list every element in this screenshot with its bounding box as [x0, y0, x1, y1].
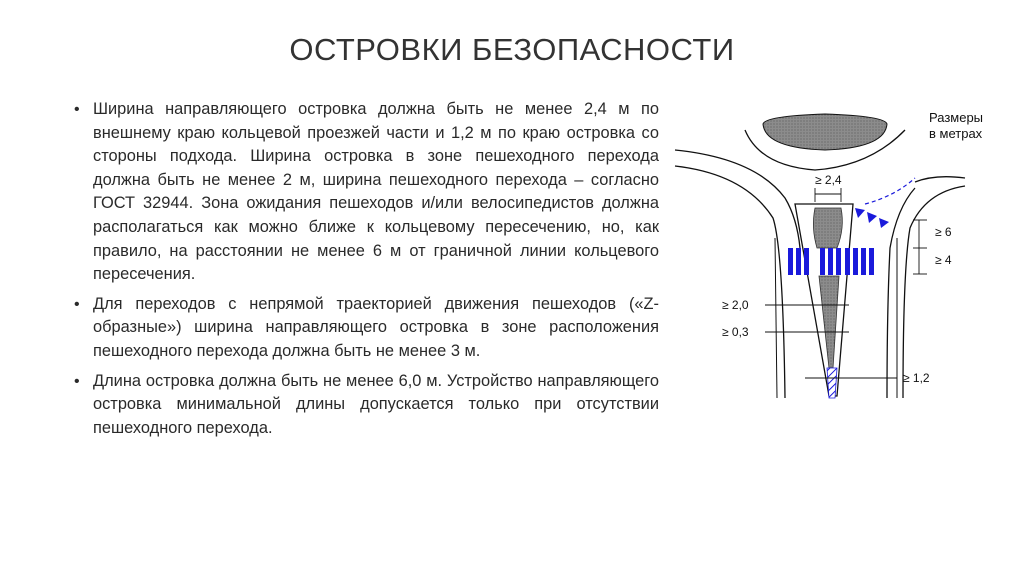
- dim-right-lower-label: ≥ 4: [935, 253, 952, 267]
- crosswalk: [788, 248, 874, 275]
- dim-bottom-right-label: ≥ 1,2: [903, 371, 930, 385]
- dim-left-lower-label: ≥ 0,3: [722, 325, 749, 339]
- bullet-list: [74, 98, 659, 446]
- bullet-dot-icon: •: [74, 372, 80, 390]
- bullet-dot-icon: •: [74, 101, 80, 118]
- dim-right-upper-label: ≥ 6: [935, 225, 952, 239]
- bullet-item: [74, 293, 659, 364]
- central-island: [763, 114, 887, 150]
- bullet-dot-icon: •: [74, 295, 80, 313]
- dim-top-label: ≥ 2,4: [815, 173, 842, 187]
- bullet-text: Длина островка должна быть не менее 6,0 м. Устройство направляющего островка минимальной длины допускается только при отсутствии пешеходного перехода.: [93, 371, 659, 437]
- bullet-item: [74, 98, 659, 287]
- island-diagram: [665, 108, 1010, 418]
- dim-left-upper-label: ≥ 2,0: [722, 298, 749, 312]
- bullet-text: Ширина направляющего островка должна быть не менее 2,4 м по внешнему краю кольцевой проезжей части и 1,2 м по краю островка со стороны подхода. Ширина островка в зоне пешеходного перехода должна быть не менее 2 м, ширина пешеходного перехода – согласно ГОСТ 32944. Зона ожидания пешеходов и/или велосипедистов должна располагаться как можно ближе к кольцевому пересечению, но, как правило, на расстоянии не менее 6 м от граничной линии кольцевого пересечения.: [93, 100, 659, 284]
- bullet-item: [74, 370, 659, 441]
- units-label-line2: в метрах: [929, 126, 983, 141]
- units-label-line1: Размеры: [929, 110, 984, 125]
- slide-title: ОСТРОВКИ БЕЗОПАСНОСТИ: [289, 32, 735, 67]
- splitter-island: [795, 204, 853, 398]
- bullet-text: Для переходов с непрямой траекторией движения пешеходов («Z-образные») ширина направляющего островка в зоне расположения пешеходного перехода должна быть не менее 3 м.: [93, 294, 659, 360]
- blue-dashes: [855, 178, 915, 228]
